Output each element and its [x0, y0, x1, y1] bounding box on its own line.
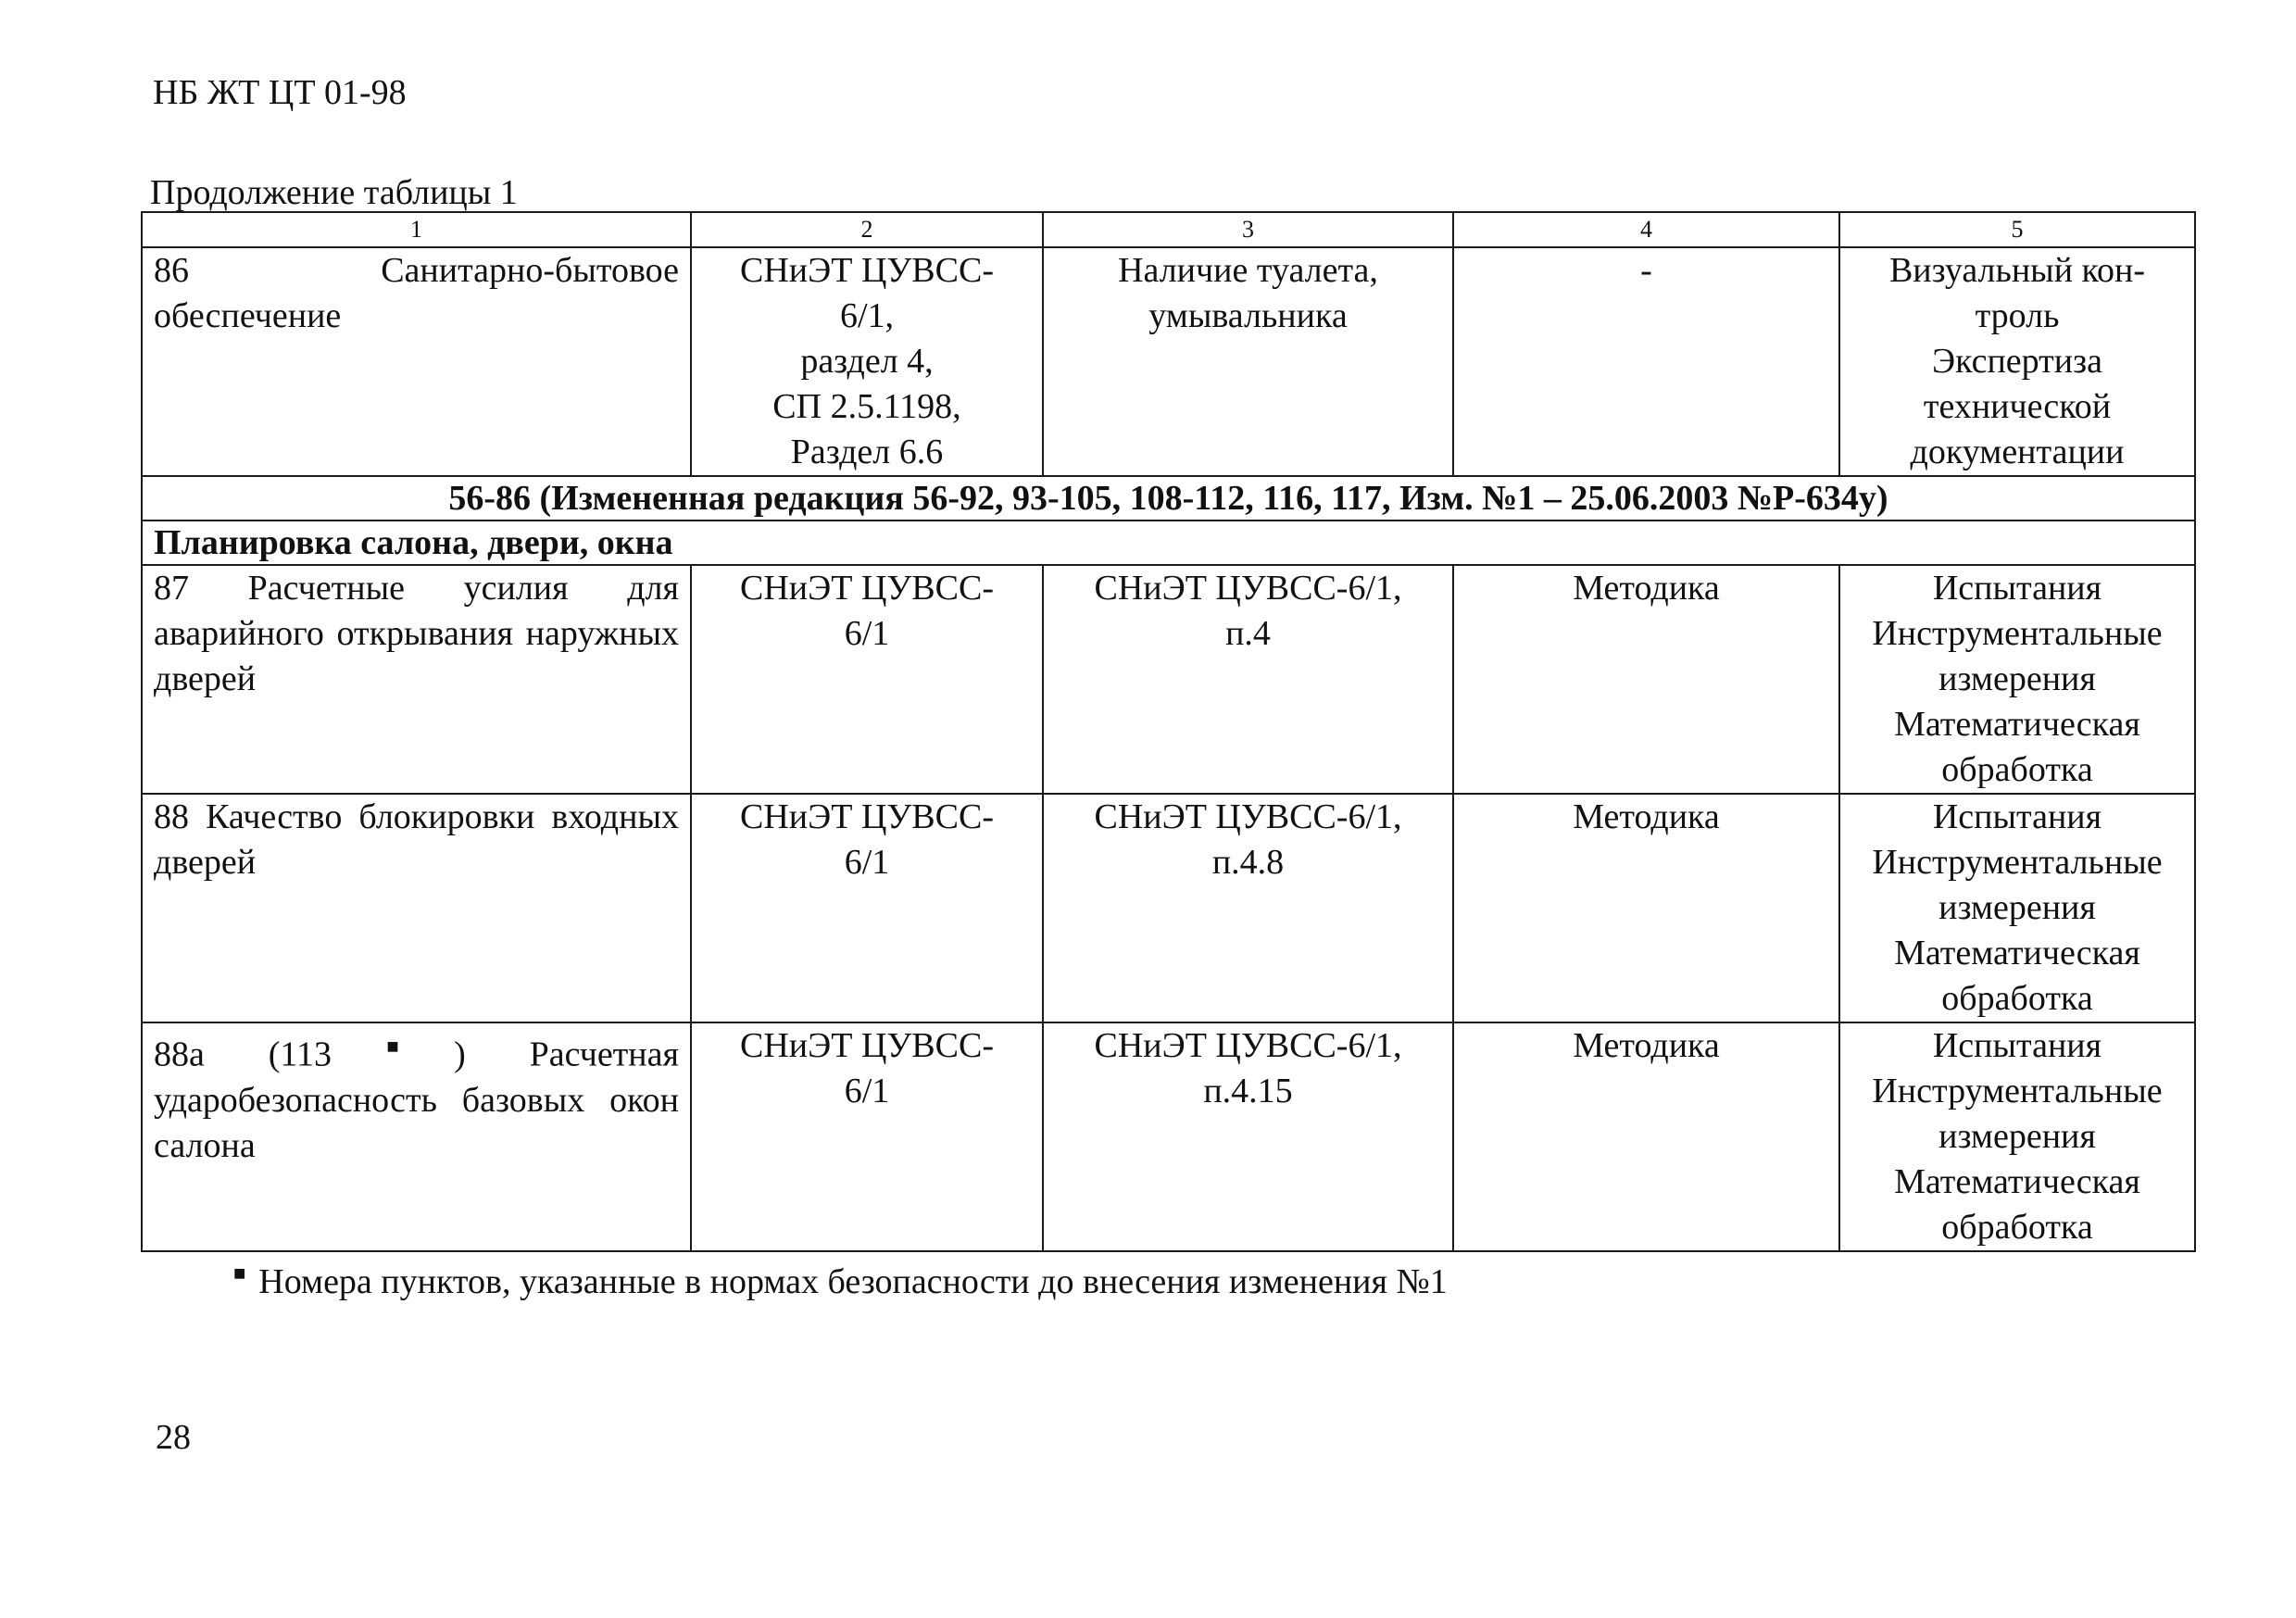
cell-line: 6/1 [844, 843, 890, 882]
cell-line: Математическая [1894, 934, 2140, 972]
footnote-text: Номера пунктов, указанные в нормах безопасности до внесения изменения №1 [258, 1262, 1448, 1301]
control-cell [1839, 247, 2195, 476]
cell-line: 6/1 [844, 1072, 890, 1110]
table-row [142, 565, 2195, 794]
cell-line: обработка [1941, 979, 2093, 1018]
cell-line: Инструментальные [1872, 843, 2163, 882]
method-cell: Методика [1453, 565, 1839, 794]
normative-doc-cell [691, 1022, 1043, 1251]
column-number: 3 [1043, 212, 1453, 247]
edition-note-row [142, 476, 2195, 521]
cell-line: Испытания [1932, 797, 2102, 836]
document-code: НБ ЖТ ЦТ 01-98 [153, 73, 407, 112]
cell-line: Математическая [1894, 1162, 2140, 1201]
requirements-table [141, 211, 2196, 1252]
table-row [142, 1022, 2195, 1251]
normative-doc-cell [691, 794, 1043, 1022]
cell-line: п.4.15 [1203, 1072, 1293, 1110]
cell-line: измерения [1938, 1117, 2096, 1156]
cell-line: 6/1 [844, 614, 890, 653]
column-number: 4 [1453, 212, 1839, 247]
cell-text: 88а (113 [154, 1035, 332, 1074]
cell-line: Раздел 6.6 [790, 433, 944, 471]
cell-line: Испытания [1932, 1026, 2102, 1065]
column-number-row [142, 212, 2195, 247]
criterion-cell: Наличие туалета, умывальника [1043, 247, 1453, 476]
cell-line: Инструментальные [1872, 1072, 2163, 1110]
cell-line: Испытания [1932, 569, 2102, 608]
criterion-cell [1043, 794, 1453, 1022]
cell-line: технической [1923, 387, 2112, 426]
footnote-mark: ■ [332, 1035, 455, 1058]
requirement-cell: 86 Санитарно-бытовое обеспечение [142, 247, 691, 476]
column-number: 5 [1839, 212, 2195, 247]
method-cell: Методика [1453, 794, 1839, 1022]
cell-line: Математическая [1894, 705, 2140, 744]
cell-line: СНиЭТ ЦУВСС- [740, 569, 994, 608]
table-row [142, 794, 2195, 1022]
edition-note: 56-86 (Измененная редакция 56-92, 93-105, 108-112, 116, 117, Изм. №1 – 25.06.2003 №Р-634у) [142, 476, 2195, 521]
requirement-cell: 87 Расчетные усилия для аварийного открывания наружных дверей [142, 565, 691, 794]
cell-line: СНиЭТ ЦУВСС-6/1, [1094, 569, 1402, 608]
footnote [233, 1261, 1448, 1302]
table-caption: Продолжение таблицы 1 [150, 173, 518, 212]
requirement-cell [142, 1022, 691, 1251]
criterion-cell [1043, 1022, 1453, 1251]
requirement-cell: 88 Качество блокировки входных дверей [142, 794, 691, 1022]
cell-line: измерения [1938, 888, 2096, 927]
page-number: 28 [156, 1418, 191, 1457]
section-row [142, 521, 2195, 565]
column-number: 1 [142, 212, 691, 247]
normative-doc-cell [691, 565, 1043, 794]
cell-line: СП 2.5.1198, [772, 387, 961, 426]
cell-line: СНиЭТ ЦУВСС- [740, 797, 994, 836]
cell-line: троль [1975, 296, 2060, 335]
criterion-cell [1043, 565, 1453, 794]
control-cell [1839, 565, 2195, 794]
cell-line: Экспертиза [1932, 342, 2102, 381]
cell-line: п.4 [1225, 614, 1271, 653]
cell-line: СНиЭТ ЦУВСС- [740, 251, 994, 290]
cell-line: СНиЭТ ЦУВСС-6/1, [1094, 1026, 1402, 1065]
normative-doc-cell [691, 247, 1043, 476]
cell-line: 6/1, [839, 296, 895, 335]
cell-line: раздел 4, [800, 342, 934, 381]
method-cell: Методика [1453, 1022, 1839, 1251]
cell-line: документации [1910, 433, 2125, 471]
cell-line: Визуальный кон- [1888, 251, 2146, 290]
section-title: Планировка салона, двери, окна [142, 521, 2195, 565]
cell-line: обработка [1941, 750, 2093, 789]
cell-text: ) Расчетная ударобезопасность базовых окон салона [154, 1035, 679, 1165]
cell-line: СНиЭТ ЦУВСС- [740, 1026, 994, 1065]
cell-line: измерения [1938, 659, 2096, 698]
control-cell [1839, 794, 2195, 1022]
cell-line: обработка [1941, 1208, 2093, 1247]
column-number: 2 [691, 212, 1043, 247]
table-row [142, 247, 2195, 476]
footnote-mark: ■ [233, 1261, 246, 1286]
cell-line: Инструментальные [1872, 614, 2163, 653]
cell-line: СНиЭТ ЦУВСС-6/1, [1094, 797, 1402, 836]
method-cell: - [1453, 247, 1839, 476]
cell-line: п.4.8 [1211, 843, 1285, 882]
control-cell [1839, 1022, 2195, 1251]
